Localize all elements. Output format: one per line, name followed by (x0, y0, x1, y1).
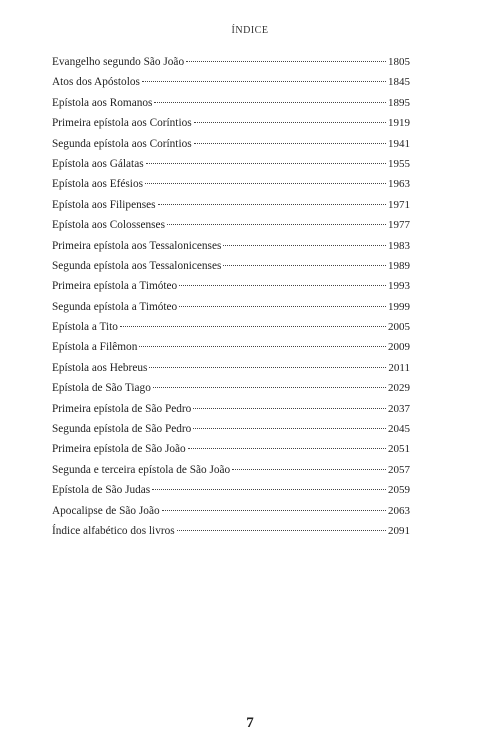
dot-leader (179, 285, 386, 286)
toc-entry[interactable] (52, 113, 410, 133)
toc-entry-title: Segunda e terceira epístola de São João (52, 463, 231, 476)
dot-leader (149, 367, 386, 368)
dot-leader (120, 326, 386, 327)
toc-entry-title: Índice alfabético dos livros (52, 524, 175, 537)
dot-leader (186, 61, 386, 62)
toc-entry-title: Epístola de São Judas (52, 484, 151, 497)
dot-leader (223, 265, 386, 266)
toc-entry[interactable] (52, 460, 410, 480)
dot-leader (154, 102, 386, 103)
dot-leader (139, 346, 386, 347)
toc-entry[interactable] (52, 317, 410, 337)
toc-entry-title: Primeira epístola aos Tessalonicenses (52, 239, 222, 252)
dot-leader (194, 122, 386, 123)
dot-leader (223, 245, 386, 246)
dot-leader (162, 510, 386, 511)
dot-leader (188, 448, 386, 449)
toc-entry-title: Epístola a Tito (52, 321, 118, 334)
toc-entry-page: 2037 (388, 402, 410, 415)
toc-entry-page: 1971 (388, 198, 410, 211)
toc-entry-page: 1977 (388, 219, 410, 232)
toc-entry[interactable] (52, 439, 410, 459)
toc-entry-title: Apocalipse de São João (52, 504, 160, 517)
toc-entry-page: 1919 (388, 117, 410, 130)
toc-entry-page: 1941 (388, 137, 410, 150)
toc-entry[interactable] (52, 337, 410, 357)
toc-entry-page: 1895 (388, 96, 410, 109)
toc-entry-title: Segunda epístola de São Pedro (52, 423, 192, 436)
toc-entry[interactable] (52, 501, 410, 521)
toc-entry[interactable] (52, 399, 410, 419)
dot-leader (232, 469, 386, 470)
toc-entry[interactable] (52, 174, 410, 194)
page-number: 7 (246, 715, 254, 731)
toc-entry-page: 1955 (388, 157, 410, 170)
toc-entry-page: 2005 (388, 321, 410, 334)
toc-entry-title: Segunda epístola aos Coríntios (52, 137, 192, 150)
toc-entry-title: Epístola de São Tiago (52, 382, 151, 395)
toc-entry[interactable] (52, 358, 410, 378)
toc-entry-page: 2059 (388, 484, 410, 497)
dot-leader (194, 143, 386, 144)
toc-entry[interactable] (52, 276, 410, 296)
toc-entry-page: 2057 (388, 463, 410, 476)
toc-entry[interactable] (52, 93, 410, 113)
toc-entry-title: Segunda epístola a Timóteo (52, 300, 178, 313)
dot-leader (146, 163, 386, 164)
toc-entry-title: Segunda epístola aos Tessalonicenses (52, 259, 222, 272)
toc-entry-page: 1805 (388, 56, 410, 68)
toc-entry-title: Epístola aos Romanos (52, 96, 153, 109)
dot-leader (177, 530, 386, 531)
toc-entry[interactable] (52, 52, 410, 72)
toc-entry-page: 2009 (388, 341, 410, 354)
toc-entry[interactable] (52, 72, 410, 92)
toc-entry[interactable] (52, 480, 410, 500)
toc-entry-title: Primeira epístola a Timóteo (52, 280, 178, 293)
dot-leader (145, 183, 386, 184)
toc-entry-title: Primeira epístola de São João (52, 443, 186, 456)
dot-leader (193, 428, 386, 429)
toc-entry-page: 2091 (388, 524, 410, 537)
dot-leader (158, 204, 386, 205)
toc-entry-page: 1993 (388, 280, 410, 293)
toc-entry-title: Epístola aos Filipenses (52, 198, 156, 211)
toc-entry-title: Epístola aos Gálatas (52, 157, 144, 170)
toc-entry[interactable] (52, 297, 410, 317)
toc-entry-page: 2063 (388, 504, 410, 517)
toc-entry[interactable] (52, 521, 410, 541)
dot-leader (179, 306, 386, 307)
dot-leader (153, 387, 386, 388)
toc-entry-title: Epístola aos Hebreus (52, 361, 148, 374)
toc-entry-page: 1845 (388, 76, 410, 89)
running-title: ÍNDICE (231, 25, 269, 36)
toc-entry-page: 1999 (388, 300, 410, 313)
table-of-contents (52, 52, 410, 541)
toc-entry-title: Epístola aos Colossenses (52, 219, 165, 232)
toc-entry-title: Primeira epístola de São Pedro (52, 402, 192, 415)
dot-leader (167, 224, 386, 225)
toc-entry-title: Primeira epístola aos Coríntios (52, 117, 192, 130)
toc-entry-title: Evangelho segundo São João (52, 56, 185, 68)
toc-entry-page: 2045 (388, 423, 410, 436)
toc-entry-page: 1963 (388, 178, 410, 191)
toc-entry-page: 2029 (388, 382, 410, 395)
toc-entry[interactable] (52, 256, 410, 276)
toc-entry-title: Atos dos Apóstolos (52, 76, 140, 89)
toc-entry-title: Epístola aos Efésios (52, 178, 143, 191)
toc-entry[interactable] (52, 134, 410, 154)
toc-entry-page: 1983 (388, 239, 410, 252)
toc-entry-page: 2051 (388, 443, 410, 456)
dot-leader (152, 489, 386, 490)
toc-entry-title: Epístola a Filêmon (52, 341, 138, 354)
toc-entry[interactable] (52, 419, 410, 439)
toc-entry[interactable] (52, 154, 410, 174)
dot-leader (142, 81, 386, 82)
toc-entry[interactable] (52, 215, 410, 235)
toc-entry-page: 2011 (388, 361, 410, 374)
dot-leader (193, 408, 386, 409)
toc-entry[interactable] (52, 236, 410, 256)
toc-entry[interactable] (52, 378, 410, 398)
toc-entry-page: 1989 (388, 259, 410, 272)
toc-entry[interactable] (52, 195, 410, 215)
